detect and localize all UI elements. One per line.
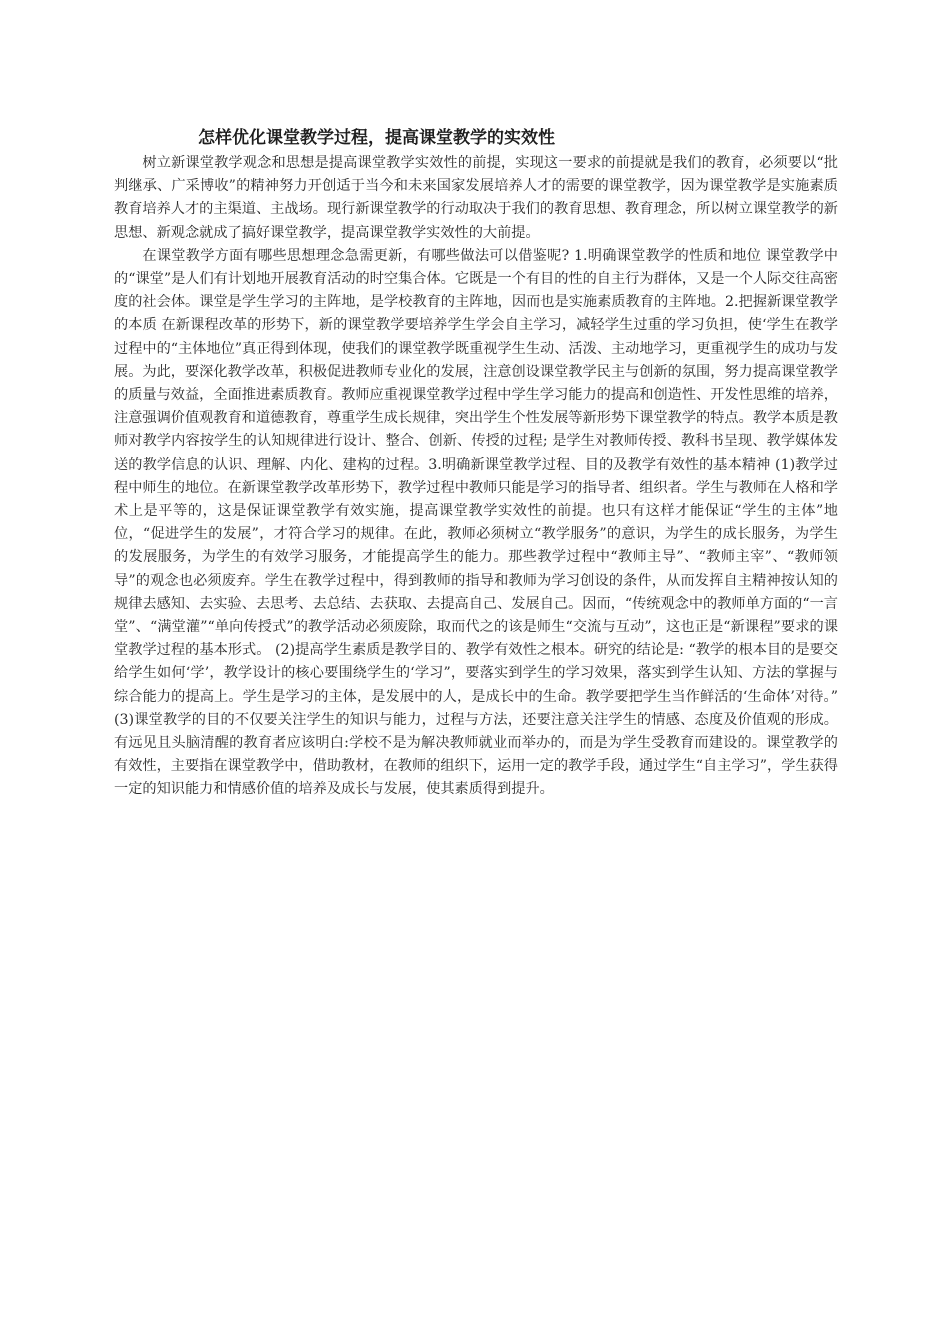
paragraph-intro: 树立新课堂教学观念和思想是提高课堂教学实效性的前提，实现这一要求的前提就是我们的教育，必须要以“批判继承、广采博收”的精神努力开创适于当今和未来国家发展培养人才的需要的课堂教学，因为课堂教学是实施素质教育培养人才的主渠道、主战场。现行新课堂教学的行动取决于我们的教育思想、教育理念，所以树立课堂教学的新思想、新观念就成了搞好课堂教学，提高课堂教学实效性的大前提。 xyxy=(114,155,838,241)
document-title: 怎样优化课堂教学过程，提高课堂教学的实效性 xyxy=(198,128,555,148)
paragraph-main: 在课堂教学方面有哪些思想理念急需更新，有哪些做法可以借鉴呢? 1.明确课堂教学的性质和地位 课堂教学中的“课堂”是人们有计划地开展教育活动的时空集合体。它既是一个有目的性的自主行为群体，又是一个人际交往高密度的社会体。课堂是学生学习的主阵地，是学校教育的主阵地，因而也是实施素质教育的主阵地。2.把握新课堂教学的本质 在新课程改革的形势下，新的课堂教学要培养学生学会自主学习，减轻学生过重的学习负担，使‘学生在教学过程中的“主体地位”真正得到体现，使我们的课堂教学既重视学生生动、活泼、主动地学习，更重视学生的成功与发展。为此，要深化教学改革，积极促进教师专业化的发展，注意创设课堂教学民主与创新的氛围，努力提高课堂教学的质量与效益，全面推进素质教育。教师应重视课堂教学过程中学生学习能力的提高和创造性、开发性思维的培养，注意强调价值观教育和道德教育，尊重学生成长规律，突出学生个性发展等新形势下课堂教学的特点。教学本质是教师对教学内容按学生的认知规律进行设计、整合、创新、传授的过程; 是学生对教师传授、教科书呈现、教学媒体发送的教学信息的认识、理解、内化、建构的过程。3.明确新课堂教学过程、目的及教学有效性的基本精神 (1)教学过程中师生的地位。在新课堂教学改革形势下，教学过程中教师只能是学习的指导者、组织者。学生与教师在人格和学术上是平等的，这是保证课堂教学有效实施，提高课堂教学实效性的前提。也只有这样才能保证“学生的主体”地位，“促进学生的发展”，才符合学习的规律。在此，教师必须树立“教学服务”的意识，为学生的成长服务，为学生的发展服务，为学生的有效学习服务，才能提高学生的能力。那些教学过程中“教师主导”、“教师主宰”、“教师领导”的观念也必须废弃。学生在教学过程中，得到教师的指导和教师为学习创设的条件，从而发挥自主精神按认知的规律去感知、去实验、去思考、去总结、去获取、去提高自己、发展自己。因而，“传统观念中的教师单方面的“一言堂”、“满堂灌”“单向传授式”的教学活动必须废除，取而代之的该是师生“交流与互动”，这也正是“新课程”要求的课堂教学过程的基本形式。 (2)提高学生素质是教学目的、教学有效性之根本。研究的结论是: “教学的根本目的是要交给学生如何‘学’，教学设计的核心要围绕学生的‘学习”，要落实到学生的学习效果，落实到学生认知、方法的掌握与综合能力的提高上。学生是学习的主体，是发展中的人，是成长中的生命。教学要把学生当作鲜活的‘生命体’对待。” (3)课堂教学的目的不仅要关注学生的知识与能力，过程与方法，还要注意关注学生的情感、态度及价值观的形成。有远见且头脑清醒的教育者应该明白:学校不是为解决教师就业而举办的，而是为学生受教育而建设的。课堂教学的有效性，主要指在课堂教学中，借助教材，在教师的组织下，运用一定的教学手段，通过学生“自主学习”，学生获得一定的知识能力和情感价值的培养及成长与发展，使其素质得到提升。 xyxy=(114,247,839,798)
document-body xyxy=(114,126,838,802)
